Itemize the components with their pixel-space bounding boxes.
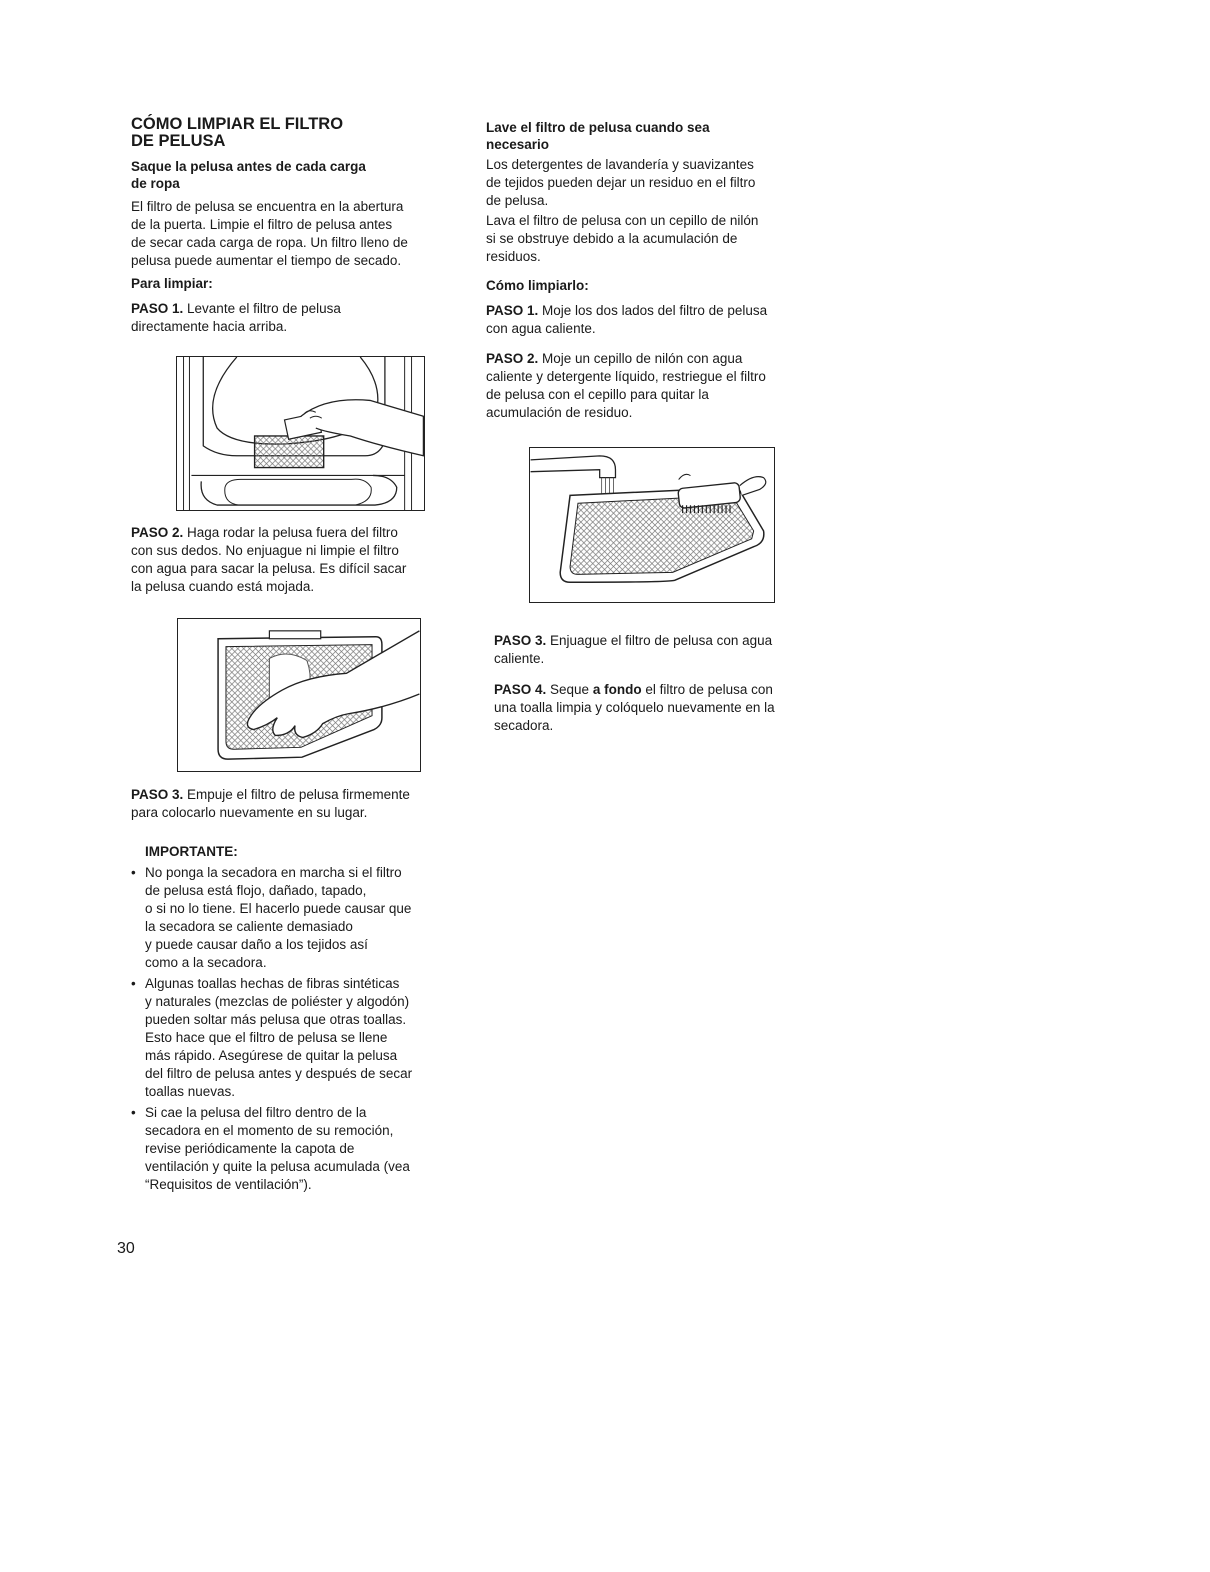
section-title: CÓMO LIMPIAR EL FILTRO DE PELUSA — [131, 115, 344, 150]
list-item: • Algunas toallas hechas de fibras sintéticas y naturales (mezclas de poliéster y algodón) pueden soltar más pelusa que otras toallas. Esto hace que el filtro de pelusa se llene más rápido. Asegúrese de quitar la pelusa del filtro de pelusa antes y después de secar toallas nuevas. — [131, 976, 413, 1099]
left-step-1: PASO 1. Levante el filtro de pelusa directamente hacia arriba. — [131, 301, 341, 334]
lift-filter-illustration — [176, 356, 425, 511]
right-step-4: PASO 4. Seque a fondo el filtro de pelusa con una toalla limpia y colóquelo nuevamente en la secadora. — [494, 682, 775, 733]
roll-lint-illustration — [177, 618, 421, 772]
right-step-3: PASO 3. Enjuague el filtro de pelusa con agua caliente. — [494, 633, 773, 666]
left-step-3: PASO 3. Empuje el filtro de pelusa firmemente para colocarlo nuevamente en su lugar. — [131, 787, 410, 820]
wash-filter-heading: Lave el filtro de pelusa cuando sea necesario — [486, 120, 710, 152]
list-item: • No ponga la secadora en marcha si el filtro de pelusa está flojo, dañado, tapado, o si no lo tiene. El hacerlo puede causar que la secadora se caliente demasiado y puede causar daño a los tejidos así como a la secadora. — [131, 865, 412, 970]
right-intro-2: Lava el filtro de pelusa con un cepillo de nilón si se obstruye debido a la acumulación de residuos. — [486, 213, 759, 264]
right-intro-1: Los detergentes de lavandería y suavizantes de tejidos pueden dejar un residuo en el filtro de pelusa. — [486, 157, 756, 208]
right-step-2: PASO 2. Moje un cepillo de nilón con agua caliente y detergente líquido, restriegue el filtro de pelusa con el cepillo para quitar la acumulación de residuo. — [486, 351, 766, 420]
intro-paragraph: El filtro de pelusa se encuentra en la abertura de la puerta. Limpie el filtro de pelusa antes de secar cada carga de ropa. Un filtro lleno de pelusa puede aumentar el tiempo de secado. — [131, 199, 408, 268]
importante-heading: IMPORTANTE: — [145, 844, 238, 859]
importante-list — [131, 864, 412, 1197]
wash-filter-illustration — [529, 447, 775, 603]
right-step-1: PASO 1. Moje los dos lados del filtro de pelusa con agua caliente. — [486, 303, 768, 336]
list-item: • Si cae la pelusa del filtro dentro de la secadora en el momento de su remoción, revise periódicamente la capota de ventilación y quite la pelusa acumulada (vea “Requisitos de ventilación”). — [131, 1105, 410, 1192]
page-number: 30 — [117, 1240, 135, 1257]
como-limpiarlo-heading: Cómo limpiarlo: — [486, 278, 589, 293]
para-limpiar-heading: Para limpiar: — [131, 276, 213, 291]
left-step-2: PASO 2. Haga rodar la pelusa fuera del filtro con sus dedos. No enjuague ni limpie el filtro con agua para sacar la pelusa. Es difícil sacar la pelusa cuando está mojada. — [131, 525, 407, 594]
subheading-remove-lint: Saque la pelusa antes de cada carga de ropa — [131, 159, 366, 191]
